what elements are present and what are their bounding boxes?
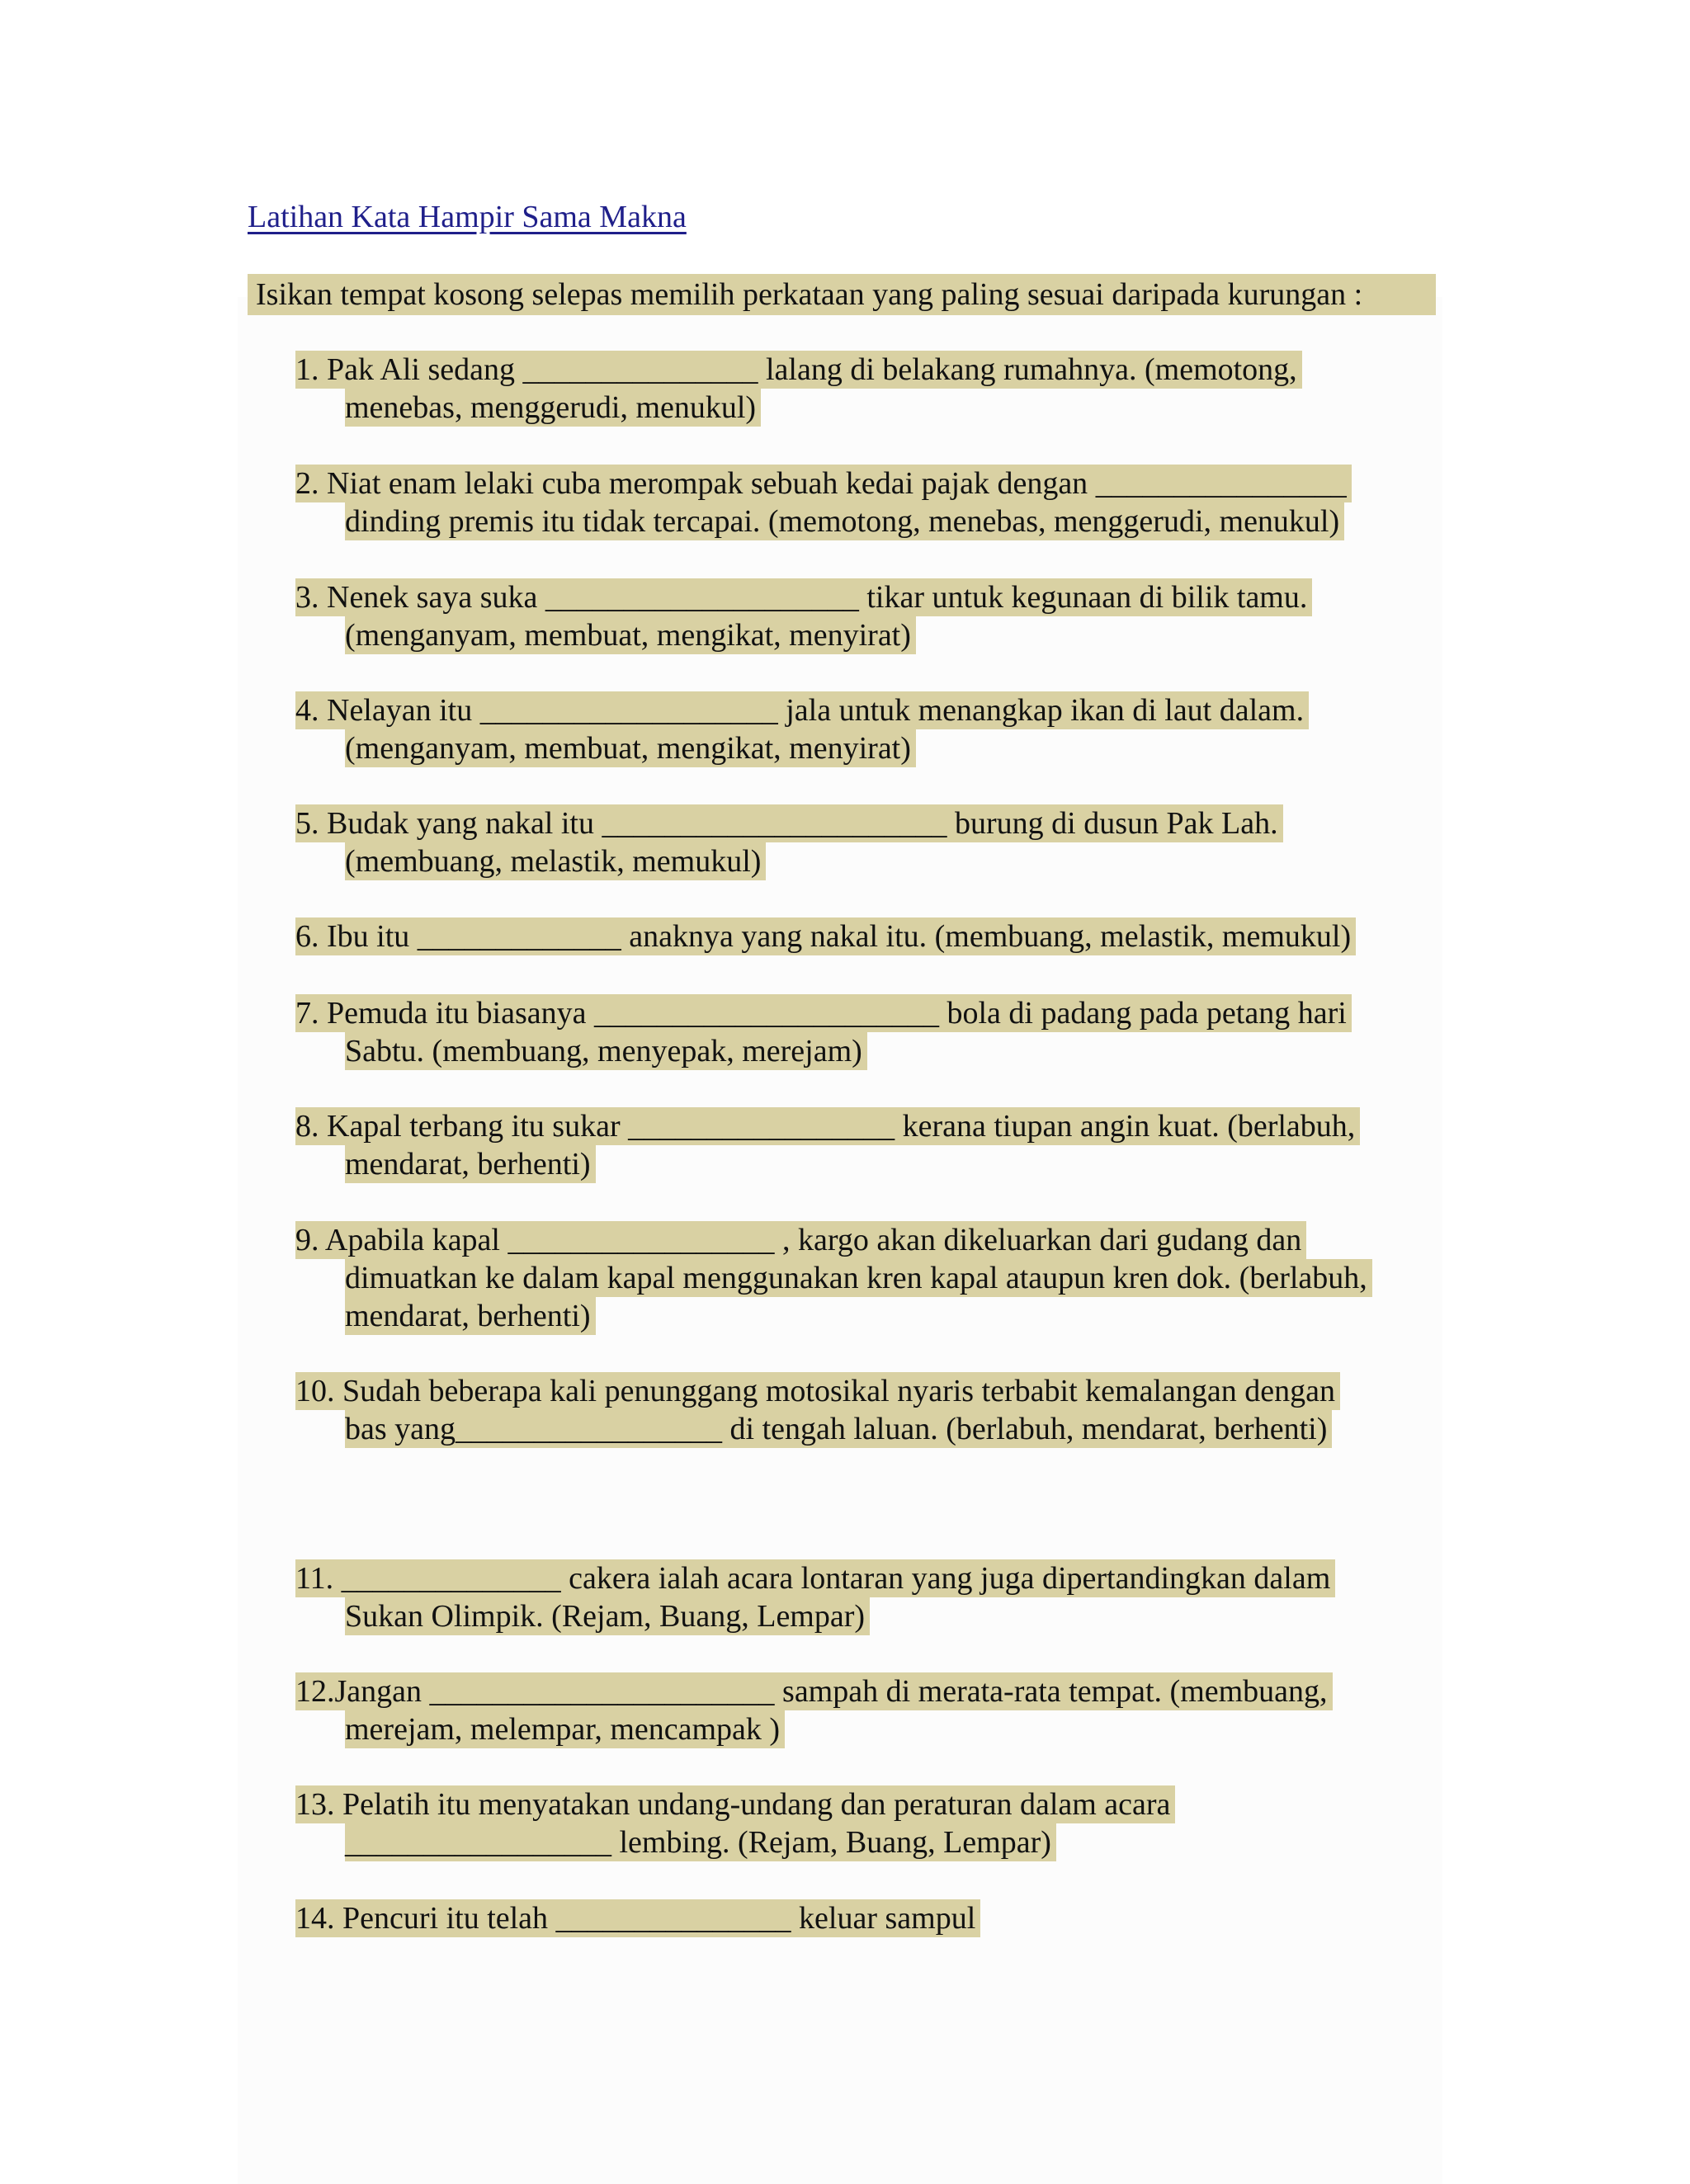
question-12-line-2 [345, 1710, 785, 1748]
question-text: 13. Pelatih itu menyatakan undang-undang dan peraturan dalam acara [295, 1787, 1171, 1822]
question-10-line-2 [345, 1410, 1332, 1448]
answer-blank: ___________________ [479, 693, 778, 728]
question-text: bola di padang pada petang hari [938, 996, 1347, 1031]
answer-blank: ________________ [1095, 466, 1347, 501]
question-text: , kargo akan dikeluarkan dari gudang dan [774, 1223, 1302, 1257]
question-text: 12.Jangan [295, 1674, 430, 1709]
answer-blank: ______________________ [429, 1674, 775, 1709]
answer-blank: _________________ [345, 1825, 611, 1860]
question-1-line-1 [295, 351, 1302, 389]
question-text: 7. Pemuda itu biasanya [295, 996, 594, 1031]
question-text: keluar sampul [791, 1901, 976, 1936]
question-4-line-2 [345, 729, 916, 767]
question-9-line-1 [295, 1221, 1306, 1259]
question-text: sampah di merata-rata tempat. (membuang, [774, 1674, 1328, 1709]
answer-blank: _________________ [628, 1109, 895, 1144]
question-text: Sabtu. (membuang, menyepak, merejam) [345, 1034, 862, 1068]
question-1-line-2 [345, 389, 761, 427]
question-text: tikar untuk kegunaan di bilik tamu. [858, 580, 1308, 615]
question-text: anaknya yang nakal itu. (membuang, melastik, memukul) [621, 919, 1352, 954]
question-text: (menganyam, membuat, mengikat, menyirat) [345, 731, 911, 766]
question-6-line-1 [295, 917, 1356, 955]
question-text: merejam, melempar, mencampak ) [345, 1712, 781, 1747]
question-3-line-2 [345, 616, 916, 654]
question-text: dinding premis itu tidak tercapai. (memotong, menebas, menggerudi, menukul) [345, 504, 1340, 539]
question-text: Sukan Olimpik. (Rejam, Buang, Lempar) [345, 1599, 866, 1634]
question-text: lalang di belakang rumahnya. (memotong, [758, 352, 1297, 387]
question-text: mendarat, berhenti) [345, 1147, 591, 1182]
answer-blank: ______________________ [602, 806, 947, 841]
question-text: 11. [295, 1561, 342, 1596]
question-4-line-1 [295, 691, 1309, 729]
question-text: (menganyam, membuat, mengikat, menyirat) [345, 618, 911, 653]
question-text: 3. Nenek saya suka [295, 580, 545, 615]
answer-blank: ____________________ [545, 580, 859, 615]
question-7-line-1 [295, 994, 1352, 1032]
question-11-line-1 [295, 1559, 1335, 1597]
question-8-line-1 [295, 1107, 1360, 1145]
question-text: 5. Budak yang nakal itu [295, 806, 602, 841]
question-text: burung di dusun Pak Lah. [946, 806, 1278, 841]
instruction-line: Isikan tempat kosong selepas memilih perkataan yang paling sesuai daripada kurungan : [248, 274, 1436, 315]
question-14-line-1 [295, 1899, 980, 1937]
question-text: mendarat, berhenti) [345, 1299, 591, 1333]
question-text: cakera ialah acara lontaran yang juga dipertandingkan dalam [560, 1561, 1331, 1596]
answer-blank: _______________ [522, 352, 758, 387]
question-text: 4. Nelayan itu [295, 693, 480, 728]
question-12-line-1 [295, 1672, 1333, 1710]
question-text: menebas, menggerudi, menukul) [345, 390, 757, 425]
question-text: jala untuk menangkap ikan di laut dalam. [777, 693, 1305, 728]
question-text: kerana tiupan angin kuat. (berlabuh, [895, 1109, 1356, 1144]
answer-blank: ______________ [341, 1561, 561, 1596]
question-3-line-1 [295, 578, 1312, 616]
question-text: 14. Pencuri itu telah [295, 1901, 556, 1936]
question-7-line-2 [345, 1032, 867, 1070]
question-text: dimuatkan ke dalam kapal menggunakan kren kapal ataupun kren dok. (berlabuh, [345, 1261, 1367, 1295]
question-2-line-1 [295, 465, 1352, 502]
question-text: bas yang [345, 1412, 456, 1446]
question-text: di tengah laluan. (berlabuh, mendarat, berhenti) [722, 1412, 1328, 1446]
question-11-line-2 [345, 1597, 870, 1635]
answer-blank: _________________ [456, 1412, 723, 1446]
question-text: lembing. (Rejam, Buang, Lempar) [611, 1825, 1051, 1860]
question-text: 1. Pak Ali sedang [295, 352, 523, 387]
question-8-line-2 [345, 1145, 596, 1183]
question-9-line-2 [345, 1259, 1372, 1297]
document-title-link[interactable]: Latihan Kata Hampir Sama Makna [248, 200, 687, 234]
question-text: 2. Niat enam lelaki cuba merompak sebuah kedai pajak dengan [295, 466, 1096, 501]
answer-blank: _____________ [417, 919, 621, 954]
answer-blank: ______________________ [593, 996, 939, 1031]
question-5-line-2 [345, 842, 766, 880]
question-13-line-1 [295, 1785, 1175, 1823]
question-text: 9. Apabila kapal [295, 1223, 508, 1257]
question-9-line-3 [345, 1297, 596, 1335]
question-text: 8. Kapal terbang itu sukar [295, 1109, 629, 1144]
answer-blank: _______________ [555, 1901, 791, 1936]
question-5-line-1 [295, 804, 1283, 842]
question-2-line-2 [345, 502, 1344, 540]
question-10-line-1 [295, 1372, 1340, 1410]
question-13-line-2 [345, 1823, 1056, 1861]
question-text: (membuang, melastik, memukul) [345, 844, 762, 879]
question-text: 10. Sudah beberapa kali penunggang motosikal nyaris terbabit kemalangan dengan [295, 1374, 1335, 1408]
answer-blank: _________________ [507, 1223, 775, 1257]
question-text: 6. Ibu itu [295, 919, 418, 954]
